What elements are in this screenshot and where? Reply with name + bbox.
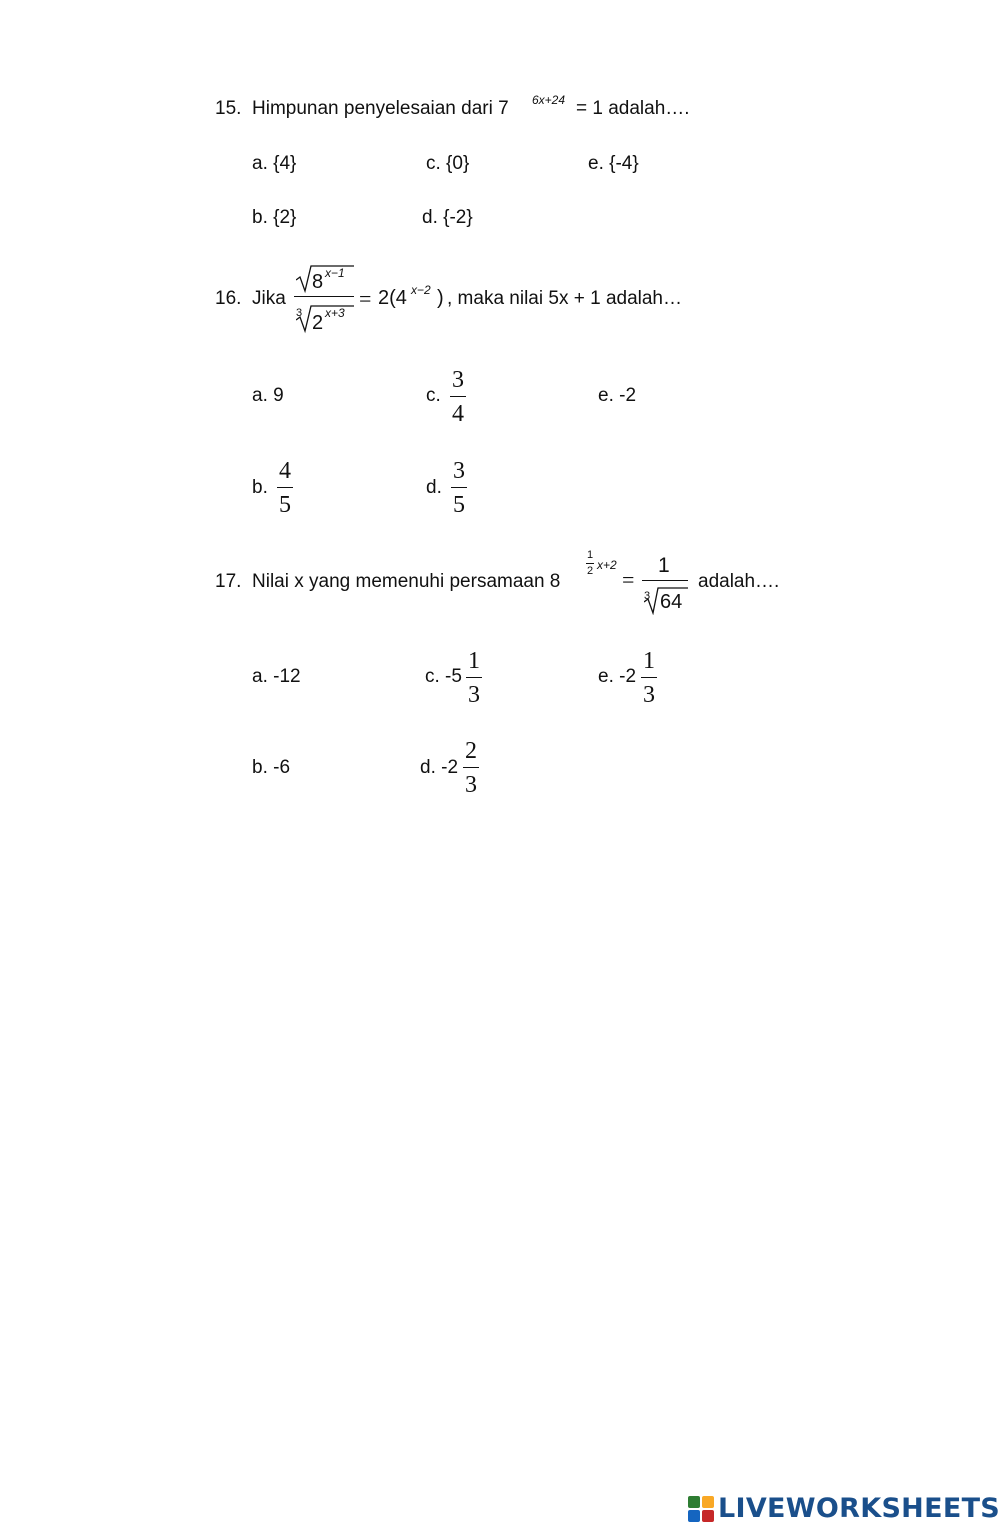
exponent-numerator: 1	[587, 549, 594, 561]
option-c-fraction[interactable]	[450, 368, 466, 426]
option-d[interactable]: d. {-2}	[422, 207, 473, 228]
rhs-close-paren: )	[437, 287, 444, 309]
exponent-fraction-bar	[586, 563, 594, 564]
fraction-numerator: 1	[643, 648, 655, 674]
rhs-numerator: 1	[658, 554, 670, 577]
denominator-base: 2	[312, 312, 324, 334]
fraction-bar	[451, 487, 467, 488]
fraction-denominator: 3	[468, 682, 480, 708]
option-a[interactable]: a. -12	[252, 666, 301, 687]
fraction-denominator: 3	[465, 772, 477, 798]
root-index: 3	[296, 307, 303, 319]
exponent-denominator: 2	[587, 565, 594, 577]
fraction-numerator: 2	[465, 738, 477, 764]
fraction-numerator: 4	[279, 458, 291, 484]
equals-sign: =	[622, 567, 635, 592]
rhs-root-index: 3	[644, 590, 651, 602]
rhs-radicand: 64	[660, 591, 683, 613]
fraction-denominator: 5	[279, 492, 291, 518]
question-number: 17.	[215, 571, 242, 592]
question-number: 15.	[215, 98, 242, 119]
fraction-denominator: 3	[643, 682, 655, 708]
option-e-fraction[interactable]	[641, 649, 657, 707]
option-c-label[interactable]: c.	[426, 385, 441, 406]
rhs-exponent: x−2	[411, 283, 431, 297]
option-a[interactable]: a. {4}	[252, 153, 297, 174]
option-d-label[interactable]: d. -2	[420, 757, 459, 778]
fraction-bar	[277, 487, 293, 488]
question-text: Himpunan penyelesaian dari 7	[252, 98, 509, 119]
fraction-bar	[294, 296, 354, 297]
option-c-label[interactable]: c. -5	[425, 666, 462, 687]
logo-text: LIVEWORKSHEETS	[718, 1493, 1000, 1524]
question-text: Nilai x yang memenuhi persamaan 8	[252, 571, 561, 592]
liveworksheets-logo	[688, 1493, 1000, 1524]
question-text-suffix: , maka nilai 5x + 1 adalah…	[447, 288, 682, 309]
question-text-suffix: = 1 adalah….	[576, 98, 690, 119]
numerator-exponent: x−1	[325, 266, 345, 280]
option-b-label[interactable]: b.	[252, 477, 268, 498]
logo-square-4	[702, 1510, 714, 1522]
question-number: 16.	[215, 288, 242, 309]
logo-mark-icon	[688, 1496, 714, 1522]
question-text-suffix: adalah….	[698, 571, 780, 592]
option-c-fraction[interactable]	[466, 649, 482, 707]
fraction-numerator: 3	[453, 458, 465, 484]
exponent: 6x+24	[532, 93, 566, 107]
option-d-label[interactable]: d.	[426, 477, 442, 498]
option-e[interactable]: e. -2	[598, 385, 637, 406]
option-e[interactable]: e. {-4}	[588, 153, 639, 174]
fraction-denominator: 4	[452, 401, 464, 427]
denominator-exponent: x+3	[325, 306, 345, 320]
option-a[interactable]: a. 9	[252, 385, 284, 406]
option-d-fraction[interactable]	[463, 739, 479, 797]
rhs-fraction-bar	[642, 580, 688, 581]
numerator-base: 8	[312, 271, 324, 293]
question-text: Jika	[252, 288, 286, 309]
option-b[interactable]: b. -6	[252, 757, 291, 778]
logo-square-2	[702, 1496, 714, 1508]
equals-sign: =	[359, 286, 372, 311]
fraction-bar	[466, 677, 482, 678]
fraction-numerator: 1	[468, 648, 480, 674]
fraction-denominator: 5	[453, 492, 465, 518]
logo-square-1	[688, 1496, 700, 1508]
option-e-label[interactable]: e. -2	[598, 666, 637, 687]
option-b-fraction[interactable]	[277, 459, 293, 517]
exponent-tail: x+2	[597, 558, 617, 572]
fraction-bar	[463, 767, 479, 768]
option-c[interactable]: c. {0}	[426, 153, 470, 174]
option-b[interactable]: b. {2}	[252, 207, 297, 228]
fraction-bar	[450, 396, 466, 397]
fraction-numerator: 3	[452, 367, 464, 393]
logo-square-3	[688, 1510, 700, 1522]
fraction-bar	[641, 677, 657, 678]
option-d-fraction[interactable]	[451, 459, 467, 517]
rhs-expression: 2(4	[378, 287, 407, 309]
